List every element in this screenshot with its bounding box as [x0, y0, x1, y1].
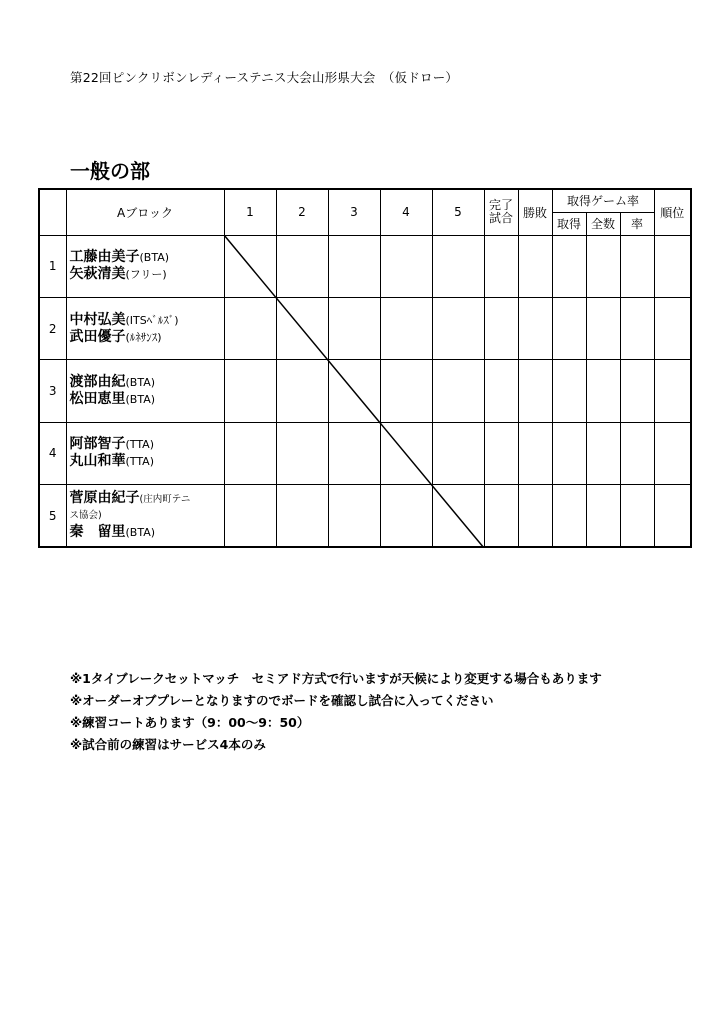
- score-cell: [432, 298, 484, 360]
- player-affiliation: (ITSﾍﾞﾙｽﾞ): [125, 313, 179, 327]
- player-affiliation: (フリー): [125, 268, 167, 282]
- round-robin-table: [38, 188, 692, 548]
- score-cell: [328, 235, 380, 297]
- completed-cell: [484, 422, 518, 484]
- player-affiliation: (庄内町テニ: [139, 494, 191, 506]
- win-loss-cell: [518, 235, 552, 297]
- rank-cell: [654, 298, 691, 360]
- score-cell: [276, 298, 328, 360]
- completed-cell: [484, 298, 518, 360]
- rate-cell: [620, 422, 654, 484]
- row-number: 3: [39, 360, 66, 422]
- game-rate-header: 取得ゲーム率: [552, 189, 654, 212]
- player-name: 工藤由美子: [69, 249, 140, 266]
- won-cell: [552, 235, 586, 297]
- score-cell: [380, 235, 432, 297]
- rate-header: 率: [620, 212, 654, 235]
- player-affiliation: (BTA): [125, 376, 156, 390]
- won-header: 取得: [552, 212, 586, 235]
- rank-cell: [654, 422, 691, 484]
- win-loss-cell: [518, 485, 552, 547]
- pair-names: [66, 485, 224, 547]
- player-affiliation-cont: ス協会): [69, 510, 102, 522]
- score-cell: [224, 422, 276, 484]
- score-cell: [380, 360, 432, 422]
- rank-cell: [654, 235, 691, 297]
- rate-cell: [620, 485, 654, 547]
- score-cell: [224, 485, 276, 547]
- total-cell: [586, 298, 620, 360]
- table-row: [39, 422, 691, 484]
- col-header-5: 5: [432, 189, 484, 235]
- col-header-3: 3: [328, 189, 380, 235]
- total-header: 全数: [586, 212, 620, 235]
- draw-sheet: [38, 188, 690, 548]
- score-cell: [328, 422, 380, 484]
- player-name: 丸山和華: [69, 453, 126, 470]
- total-cell: [586, 235, 620, 297]
- rank-cell: [654, 360, 691, 422]
- rank-cell: [654, 485, 691, 547]
- score-cell: [432, 360, 484, 422]
- note-line: ※試合前の練習はサービス4本のみ: [70, 737, 266, 752]
- completed-cell: [484, 235, 518, 297]
- player-name: 菅原由紀子: [69, 490, 140, 507]
- player-name: 渡部由紀: [69, 374, 126, 391]
- row-number: 4: [39, 422, 66, 484]
- table-row: [39, 235, 691, 297]
- score-cell: [224, 235, 276, 297]
- header-row: [39, 189, 691, 212]
- pair-names: [66, 360, 224, 422]
- completed-line2: 試合: [488, 211, 513, 226]
- score-cell: [380, 298, 432, 360]
- score-cell: [380, 422, 432, 484]
- won-cell: [552, 360, 586, 422]
- score-cell: [432, 422, 484, 484]
- won-cell: [552, 298, 586, 360]
- completed-header: [484, 189, 518, 235]
- score-cell: [432, 485, 484, 547]
- player-name: 武田優子: [69, 328, 126, 345]
- total-cell: [586, 360, 620, 422]
- rate-cell: [620, 298, 654, 360]
- block-label: Aブロック: [66, 189, 224, 235]
- score-cell: [276, 422, 328, 484]
- pair-names: [66, 422, 224, 484]
- completed-cell: [484, 485, 518, 547]
- score-cell: [224, 298, 276, 360]
- note-line: ※オーダーオブプレーとなりますのでボードを確認し試合に入ってください: [70, 693, 494, 708]
- table-row: [39, 485, 691, 547]
- col-header-4: 4: [380, 189, 432, 235]
- player-name: 松田恵里: [69, 391, 126, 408]
- player-affiliation: (BTA): [125, 393, 156, 407]
- col-header-1: 1: [224, 189, 276, 235]
- win-loss-cell: [518, 360, 552, 422]
- row-number: 1: [39, 235, 66, 297]
- col-header-2: 2: [276, 189, 328, 235]
- player-affiliation: (ﾙﾈｻﾝｽ): [125, 330, 162, 344]
- won-cell: [552, 485, 586, 547]
- section-heading: 一般の部: [70, 159, 150, 183]
- rate-cell: [620, 360, 654, 422]
- score-cell: [276, 360, 328, 422]
- score-cell: [380, 485, 432, 547]
- player-affiliation: (TTA): [125, 455, 154, 469]
- row-number: 5: [39, 485, 66, 547]
- score-cell: [224, 360, 276, 422]
- win-loss-cell: [518, 422, 552, 484]
- row-number: 2: [39, 298, 66, 360]
- note-line: ※1タイブレークセットマッチ セミアド方式で行いますが天候により変更する場合もあります: [70, 671, 602, 686]
- won-cell: [552, 422, 586, 484]
- notes-section: [70, 668, 602, 756]
- player-affiliation: (TTA): [125, 438, 154, 452]
- score-cell: [276, 235, 328, 297]
- total-cell: [586, 485, 620, 547]
- player-affiliation: (BTA): [125, 526, 156, 540]
- player-name: 矢萩清美: [69, 266, 126, 283]
- total-cell: [586, 422, 620, 484]
- win-loss-cell: [518, 298, 552, 360]
- table-row: [39, 298, 691, 360]
- player-affiliation: (BTA): [139, 251, 170, 265]
- win-loss-header: 勝敗: [518, 189, 552, 235]
- header-blank: [39, 189, 66, 235]
- score-cell: [328, 298, 380, 360]
- score-cell: [328, 485, 380, 547]
- pair-names: [66, 298, 224, 360]
- player-name: 秦 留里: [69, 524, 126, 541]
- table-row: [39, 360, 691, 422]
- score-cell: [432, 235, 484, 297]
- completed-cell: [484, 360, 518, 422]
- score-cell: [276, 485, 328, 547]
- rate-cell: [620, 235, 654, 297]
- note-line: ※練習コートあります（9：00～9：50）: [70, 715, 310, 730]
- score-cell: [328, 360, 380, 422]
- player-name: 阿部智子: [69, 436, 126, 453]
- rank-header: 順位: [654, 189, 691, 235]
- player-name: 中村弘美: [69, 311, 126, 328]
- pair-names: [66, 235, 224, 297]
- completed-line1: 完了: [488, 198, 513, 213]
- document-title: 第22回ピンクリボンレディーステニス大会山形県大会 （仮ドロー）: [70, 70, 459, 85]
